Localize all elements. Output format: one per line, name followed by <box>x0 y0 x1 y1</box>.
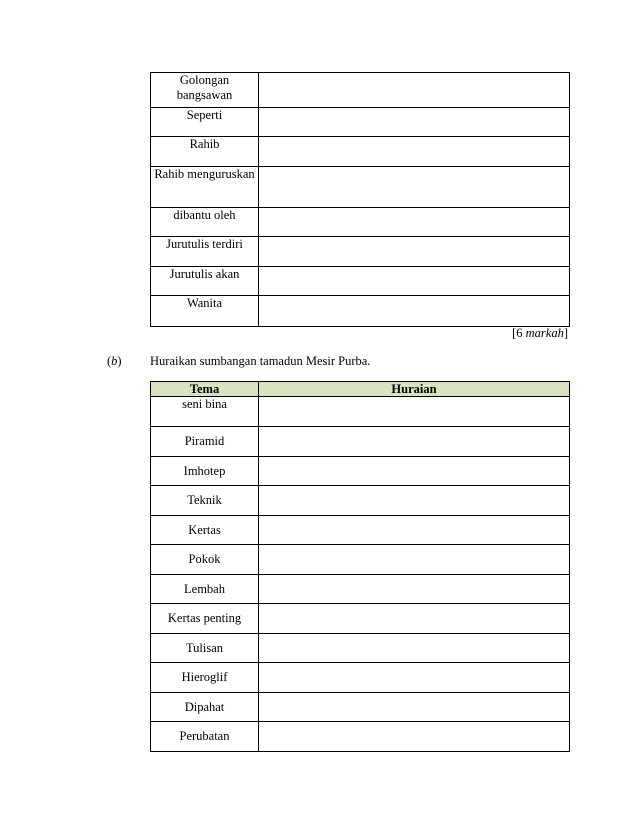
huraian-cell[interactable] <box>259 427 570 457</box>
tema-text: Kertas penting <box>167 611 242 625</box>
header-huraian: Huraian <box>259 382 570 397</box>
tema-cell <box>151 137 259 167</box>
tema-cell <box>151 166 259 207</box>
tema-cell <box>151 663 259 693</box>
table-row <box>151 296 570 327</box>
tema-text: Rahib <box>189 137 220 151</box>
tema-cell <box>151 722 259 752</box>
huraian-cell[interactable] <box>259 296 570 327</box>
huraian-cell[interactable] <box>259 574 570 604</box>
tema-text: seni bina <box>182 397 227 411</box>
tema-text: Hieroglif <box>181 670 228 684</box>
tema-cell <box>151 397 259 427</box>
tema-text: Lembah <box>184 581 225 596</box>
tema-text: Pokok <box>188 552 221 566</box>
huraian-cell[interactable] <box>259 207 570 237</box>
huraian-cell[interactable] <box>259 266 570 296</box>
question-label: (b) <box>107 354 122 368</box>
tema-cell <box>151 692 259 722</box>
table-row <box>151 456 570 486</box>
huraian-cell[interactable] <box>259 73 570 108</box>
huraian-cell[interactable] <box>259 515 570 545</box>
tema-text: Imhotep <box>183 463 226 478</box>
table-row <box>151 692 570 722</box>
tema-cell <box>151 456 259 486</box>
tema-text: Wanita <box>186 296 223 310</box>
huraian-cell[interactable] <box>259 633 570 663</box>
table-row <box>151 137 570 167</box>
tema-cell <box>151 604 259 634</box>
table-sumbangan <box>150 381 570 752</box>
tema-cell <box>151 545 259 575</box>
huraian-cell[interactable] <box>259 545 570 575</box>
huraian-cell[interactable] <box>259 663 570 693</box>
table-row <box>151 73 570 108</box>
huraian-cell[interactable] <box>259 397 570 427</box>
table-row <box>151 663 570 693</box>
tema-cell <box>151 237 259 267</box>
question-text: Huraikan sumbangan tamadun Mesir Purba. <box>150 354 371 368</box>
tema-text: Golongan bangsawan <box>176 73 233 102</box>
table-row <box>151 604 570 634</box>
tema-cell <box>151 515 259 545</box>
tema-cell <box>151 73 259 108</box>
huraian-cell[interactable] <box>259 722 570 752</box>
huraian-cell[interactable] <box>259 137 570 167</box>
table-row <box>151 574 570 604</box>
table-row <box>151 266 570 296</box>
tema-cell <box>151 296 259 327</box>
tema-cell <box>151 633 259 663</box>
table-row <box>151 166 570 207</box>
tema-text: Jurutulis akan <box>169 266 240 281</box>
tema-text: Teknik <box>187 493 222 507</box>
huraian-cell[interactable] <box>259 486 570 516</box>
marks-label: [6 markah] <box>512 326 568 340</box>
tema-cell <box>151 207 259 237</box>
marks-word: markah <box>525 326 564 340</box>
huraian-cell[interactable] <box>259 237 570 267</box>
tema-cell <box>151 486 259 516</box>
header-row <box>151 382 570 397</box>
tema-text: Kertas <box>188 522 221 537</box>
tema-cell <box>151 107 259 137</box>
huraian-cell[interactable] <box>259 456 570 486</box>
huraian-cell[interactable] <box>259 692 570 722</box>
table-row <box>151 722 570 752</box>
table-row <box>151 237 570 267</box>
tema-text: Piramid <box>184 434 225 448</box>
tema-text: dibantu oleh <box>173 207 236 222</box>
table-row <box>151 515 570 545</box>
table-row <box>151 207 570 237</box>
table-row <box>151 107 570 137</box>
tema-cell <box>151 427 259 457</box>
tema-cell <box>151 574 259 604</box>
huraian-cell[interactable] <box>259 107 570 137</box>
table-row <box>151 427 570 457</box>
tema-text: Seperti <box>186 107 223 122</box>
tema-text: Perubatan <box>179 729 230 743</box>
table-row <box>151 397 570 427</box>
table-struktur-sosial <box>150 72 570 327</box>
huraian-cell[interactable] <box>259 166 570 207</box>
table-row <box>151 545 570 575</box>
huraian-cell[interactable] <box>259 604 570 634</box>
tema-text: Jurutulis terdiri <box>166 237 243 251</box>
tema-cell <box>151 266 259 296</box>
tema-text: Tulisan <box>185 640 224 655</box>
table-row <box>151 486 570 516</box>
tema-text: Dipahat <box>184 699 225 714</box>
header-tema: Tema <box>151 382 259 397</box>
tema-text: Rahib menguruskan <box>154 166 255 181</box>
table-row <box>151 633 570 663</box>
